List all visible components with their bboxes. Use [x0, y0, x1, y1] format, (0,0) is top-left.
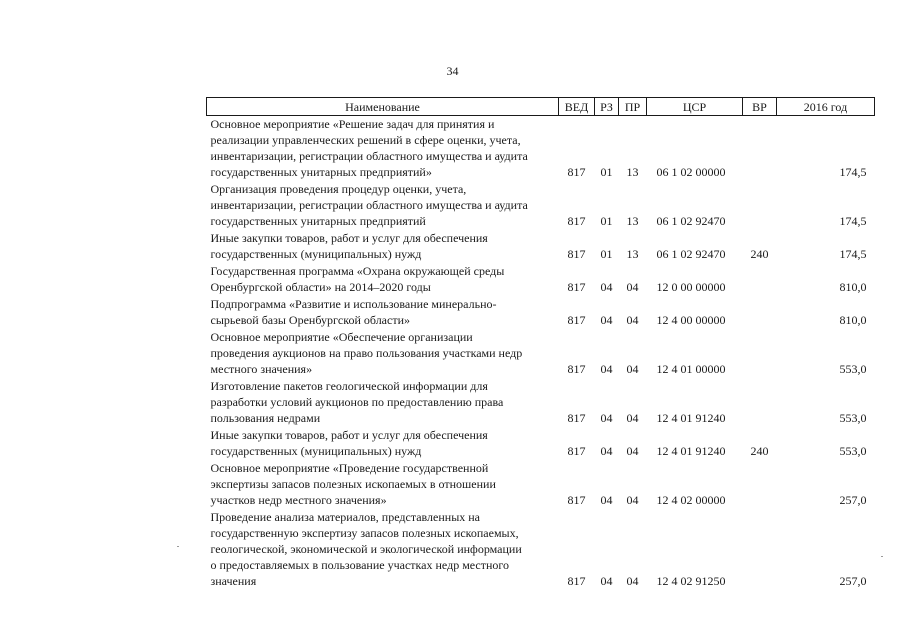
cell-ved: 817: [567, 493, 586, 507]
table-row: [207, 116, 875, 182]
cell-rz: 04: [600, 362, 613, 376]
table-row: [207, 509, 875, 590]
cell-csr: 12 4 02 91250: [656, 574, 726, 588]
cell-rz: 04: [600, 444, 613, 458]
cell-ved: 817: [567, 214, 586, 228]
cell-vr: [743, 116, 777, 182]
cell-amount: 257,0: [839, 574, 867, 588]
cell-rz: 04: [600, 313, 613, 327]
header-pr: ПР: [619, 98, 647, 116]
table-header: [207, 98, 875, 116]
cell-vr: [743, 460, 777, 509]
cell-ved: 817: [567, 574, 586, 588]
cell-pr: 04: [626, 444, 639, 458]
cell-vr: [743, 378, 777, 427]
cell-rz: 04: [600, 493, 613, 507]
cell-vr: 240: [750, 444, 769, 458]
cell-csr: 12 4 01 00000: [656, 362, 726, 376]
scan-speck: [881, 556, 883, 557]
table-row: [207, 329, 875, 378]
cell-csr: 12 4 01 91240: [656, 444, 726, 458]
cell-name: Основное мероприятие «Решение задач для принятия и реализации управленческих решений в сфере оценки, учета, инвентаризации, регистрации областного имущества и аудита государственных унитарных предприятий»: [210, 117, 528, 179]
cell-vr: [743, 181, 777, 230]
cell-amount: 553,0: [839, 362, 867, 376]
cell-csr: 12 0 00 00000: [656, 280, 726, 294]
cell-rz: 01: [600, 247, 613, 261]
cell-amount: 810,0: [839, 313, 867, 327]
cell-pr: 04: [626, 574, 639, 588]
cell-ved: 817: [567, 280, 586, 294]
cell-amount: 553,0: [839, 444, 867, 458]
header-rz: РЗ: [595, 98, 619, 116]
cell-csr: 12 4 01 91240: [656, 411, 726, 425]
table-row: [207, 460, 875, 509]
cell-name: Организация проведения процедур оценки, учета, инвентаризации, регистрации областного имущества и аудита государственных унитарных предприятий: [210, 182, 528, 228]
cell-ved: 817: [567, 411, 586, 425]
cell-pr: 04: [626, 280, 639, 294]
table-row: [207, 296, 875, 329]
cell-pr: 04: [626, 411, 639, 425]
cell-name: Изготовление пакетов геологической информации для разработки условий аукционов по предоставлению права пользования недрами: [210, 379, 504, 425]
cell-name: Иные закупки товаров, работ и услуг для обеспечения государственных (муниципальных) нужд: [210, 428, 488, 458]
header-year: 2016 год: [777, 98, 875, 116]
table-body: [207, 116, 875, 591]
cell-name: Основное мероприятие «Обеспечение организации проведения аукционов на право пользования участками недр местного значения»: [210, 330, 523, 376]
table-row: [207, 181, 875, 230]
cell-pr: 13: [626, 247, 639, 261]
header-csr: ЦСР: [647, 98, 743, 116]
table-row: [207, 263, 875, 296]
cell-rz: 01: [600, 214, 613, 228]
table-row: [207, 427, 875, 460]
scan-speck: [177, 546, 179, 547]
cell-csr: 06 1 02 00000: [656, 165, 726, 179]
cell-name: Подпрограмма «Развитие и использование минерально- сырьевой базы Оренбургской области»: [210, 297, 497, 327]
cell-amount: 553,0: [839, 411, 867, 425]
cell-name: Проведение анализа материалов, представленных на государственную экспертизу запасов полезных ископаемых, геологической, экономической и экологической информации о предоставляемых в пользование участках недр местного значения: [210, 510, 522, 588]
cell-ved: 817: [567, 165, 586, 179]
cell-ved: 817: [567, 247, 586, 261]
cell-amount: 174,5: [839, 247, 867, 261]
cell-name: Основное мероприятие «Проведение государственной экспертизы запасов полезных ископаемых в отношении участков недр местного значения»: [210, 461, 496, 507]
cell-ved: 817: [567, 362, 586, 376]
header-vr: ВР: [743, 98, 777, 116]
cell-pr: 13: [626, 165, 639, 179]
cell-name: Государственная программа «Охрана окружающей среды Оренбургской области» на 2014–2020 годы: [210, 264, 505, 294]
cell-amount: 174,5: [839, 165, 867, 179]
cell-rz: 04: [600, 280, 613, 294]
cell-name: Иные закупки товаров, работ и услуг для обеспечения государственных (муниципальных) нужд: [210, 231, 488, 261]
page-number: 34: [446, 64, 459, 78]
cell-csr: 06 1 02 92470: [656, 214, 726, 228]
cell-vr: [743, 509, 777, 590]
cell-vr: [743, 296, 777, 329]
cell-amount: 257,0: [839, 493, 867, 507]
cell-vr: [743, 329, 777, 378]
cell-rz: 04: [600, 411, 613, 425]
cell-rz: 04: [600, 574, 613, 588]
cell-pr: 13: [626, 214, 639, 228]
table-row: [207, 378, 875, 427]
cell-pr: 04: [626, 313, 639, 327]
cell-csr: 12 4 00 00000: [656, 313, 726, 327]
cell-vr: [743, 263, 777, 296]
cell-ved: 817: [567, 444, 586, 458]
cell-csr: 12 4 02 00000: [656, 493, 726, 507]
cell-vr: 240: [750, 247, 769, 261]
table-row: [207, 230, 875, 263]
cell-ved: 817: [567, 313, 586, 327]
cell-csr: 06 1 02 92470: [656, 247, 726, 261]
cell-amount: 810,0: [839, 280, 867, 294]
cell-amount: 174,5: [839, 214, 867, 228]
header-name: Наименование: [207, 98, 559, 116]
cell-rz: 01: [600, 165, 613, 179]
budget-table: [206, 97, 875, 590]
cell-pr: 04: [626, 362, 639, 376]
header-row: [207, 98, 875, 116]
cell-pr: 04: [626, 493, 639, 507]
header-ved: ВЕД: [559, 98, 595, 116]
